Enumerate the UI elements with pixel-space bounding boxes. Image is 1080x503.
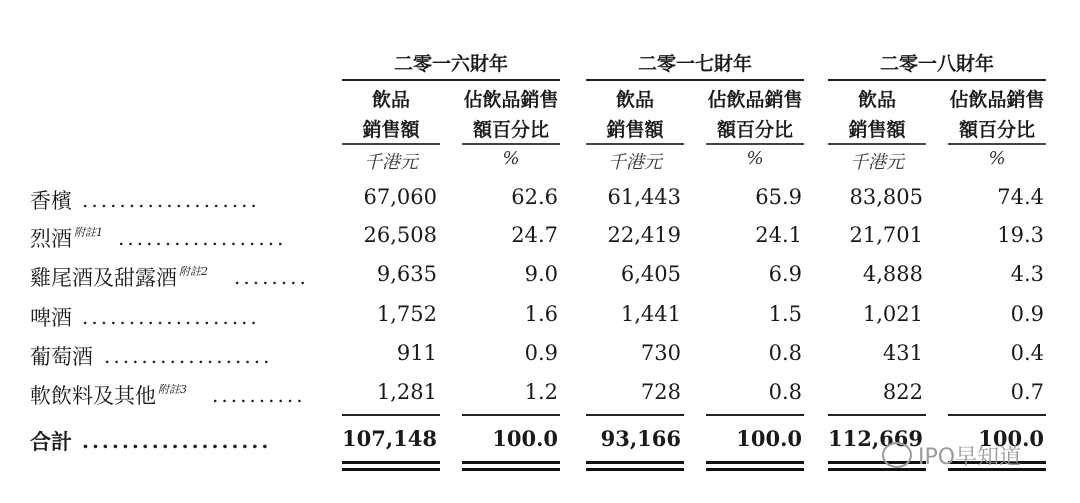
- cell-pct-2018: 4.3: [1010, 262, 1044, 286]
- cell-pct-2018: 19.3: [997, 223, 1044, 247]
- subtotal-rule: [948, 414, 1046, 416]
- col-head-sales: 飲品 銷售額: [848, 89, 906, 141]
- double-rule: [828, 461, 926, 464]
- total-label: 合計: [30, 429, 72, 454]
- cell-sales-2016: 1,281: [376, 380, 437, 404]
- cell-sales-2017: 61,443: [607, 185, 681, 209]
- row-label: 啤酒: [30, 306, 72, 330]
- cell-sales-2017: 22,419: [607, 223, 681, 247]
- total-sales-2017: 93,166: [600, 426, 681, 451]
- unit-pct: %: [988, 148, 1006, 169]
- header-rule: [586, 143, 684, 145]
- double-rule: [462, 468, 560, 471]
- total-pct-2018: 100.0: [978, 426, 1044, 451]
- row-label: 雞尾酒及甜露酒 $^{附註2}$: [30, 265, 208, 290]
- cell-pct-2017: 0.8: [768, 341, 802, 365]
- cell-pct-2018: 74.4: [997, 185, 1044, 209]
- cell-sales-2018: 1,021: [862, 302, 923, 326]
- year-header-2018: 二零一八財年: [879, 53, 994, 75]
- header-rule: [462, 143, 560, 145]
- cell-sales-2018: 431: [882, 341, 923, 365]
- row-label: 香檳: [30, 189, 72, 213]
- header-rule: [706, 143, 804, 145]
- header-rule: [948, 143, 1046, 145]
- cell-sales-2016: 26,508: [363, 223, 437, 247]
- cell-pct-2016: 24.7: [511, 223, 558, 247]
- unit-pct: %: [502, 148, 520, 169]
- cell-sales-2016: 911: [396, 341, 437, 365]
- col-head-pct: 佔飲品銷售 額百分比: [949, 89, 1045, 141]
- col-head-pct: 佔飲品銷售 額百分比: [463, 89, 559, 141]
- cell-sales-2018: 83,805: [849, 185, 923, 209]
- double-rule: [586, 461, 684, 464]
- cell-sales-2016: 1,752: [376, 302, 437, 326]
- footnote-ref: 附註2: [179, 265, 208, 278]
- double-rule: [342, 461, 440, 464]
- double-rule: [828, 468, 926, 471]
- leader-dots: ..........: [212, 383, 306, 407]
- subtotal-rule: [706, 414, 804, 416]
- leader-dots: ..................: [118, 226, 287, 250]
- cell-pct-2018: 0.7: [1010, 380, 1044, 404]
- cell-pct-2017: 0.8: [768, 380, 802, 404]
- double-rule: [586, 468, 684, 471]
- cell-pct-2018: 0.4: [1010, 341, 1044, 365]
- total-pct-2016: 100.0: [492, 426, 558, 451]
- cell-pct-2017: 6.9: [768, 262, 802, 286]
- subtotal-rule: [342, 414, 440, 416]
- total-sales-2018: 112,669: [828, 426, 923, 451]
- row-label: 軟飲料及其他 $^{附註3}$: [30, 383, 187, 408]
- cell-sales-2017: 728: [640, 380, 681, 404]
- cell-pct-2017: 1.5: [768, 302, 802, 326]
- unit-sales: 千港元: [364, 152, 418, 173]
- year-header-2016: 二零一六財年: [393, 53, 508, 75]
- double-rule: [342, 468, 440, 471]
- footnote-ref: 附註3: [158, 383, 187, 396]
- cell-sales-2018: 822: [882, 380, 923, 404]
- cell-pct-2016: 1.6: [524, 302, 558, 326]
- double-rule: [706, 468, 804, 471]
- leader-dots: ...................: [82, 429, 272, 453]
- col-head-sales: 飲品 銷售額: [362, 89, 420, 141]
- year-header-2017: 二零一七財年: [637, 53, 752, 75]
- cell-pct-2016: 9.0: [524, 262, 558, 286]
- subtotal-rule: [586, 414, 684, 416]
- cell-sales-2018: 4,888: [862, 262, 923, 286]
- cell-sales-2017: 730: [640, 341, 681, 365]
- leader-dots: ..................: [104, 344, 273, 368]
- double-rule: [706, 461, 804, 464]
- unit-pct: %: [746, 148, 764, 169]
- cell-sales-2016: 67,060: [363, 185, 437, 209]
- cell-sales-2017: 1,441: [620, 302, 681, 326]
- subtotal-rule: [462, 414, 560, 416]
- wechat-icon: [882, 442, 912, 468]
- year-rule: [828, 79, 1046, 81]
- cell-pct-2016: 1.2: [524, 380, 558, 404]
- total-sales-2016: 107,148: [342, 426, 437, 451]
- row-label: 烈酒 $^{附註1}$: [30, 226, 103, 251]
- cell-pct-2016: 0.9: [524, 341, 558, 365]
- leader-dots: ...................: [82, 188, 260, 212]
- leader-dots: ...................: [82, 305, 260, 329]
- subtotal-rule: [828, 414, 926, 416]
- col-head-pct: 佔飲品銷售 額百分比: [707, 89, 803, 141]
- col-head-sales: 飲品 銷售額: [606, 89, 664, 141]
- cell-pct-2018: 0.9: [1010, 302, 1044, 326]
- leader-dots: ........: [234, 265, 309, 289]
- row-label: 葡萄酒: [30, 345, 93, 369]
- cell-sales-2016: 9,635: [376, 262, 437, 286]
- double-rule: [462, 461, 560, 464]
- footnote-ref: 附註1: [74, 226, 103, 239]
- unit-sales: 千港元: [608, 152, 662, 173]
- total-pct-2017: 100.0: [736, 426, 802, 451]
- cell-pct-2016: 62.6: [511, 185, 558, 209]
- unit-sales: 千港元: [850, 152, 904, 173]
- cell-pct-2017: 65.9: [755, 185, 802, 209]
- header-rule: [342, 143, 440, 145]
- cell-pct-2017: 24.1: [755, 223, 802, 247]
- cell-sales-2017: 6,405: [620, 262, 681, 286]
- year-rule: [342, 79, 560, 81]
- header-rule: [828, 143, 926, 145]
- watermark-text: IPO早知道: [918, 445, 1022, 470]
- cell-sales-2018: 21,701: [849, 223, 923, 247]
- year-rule: [586, 79, 804, 81]
